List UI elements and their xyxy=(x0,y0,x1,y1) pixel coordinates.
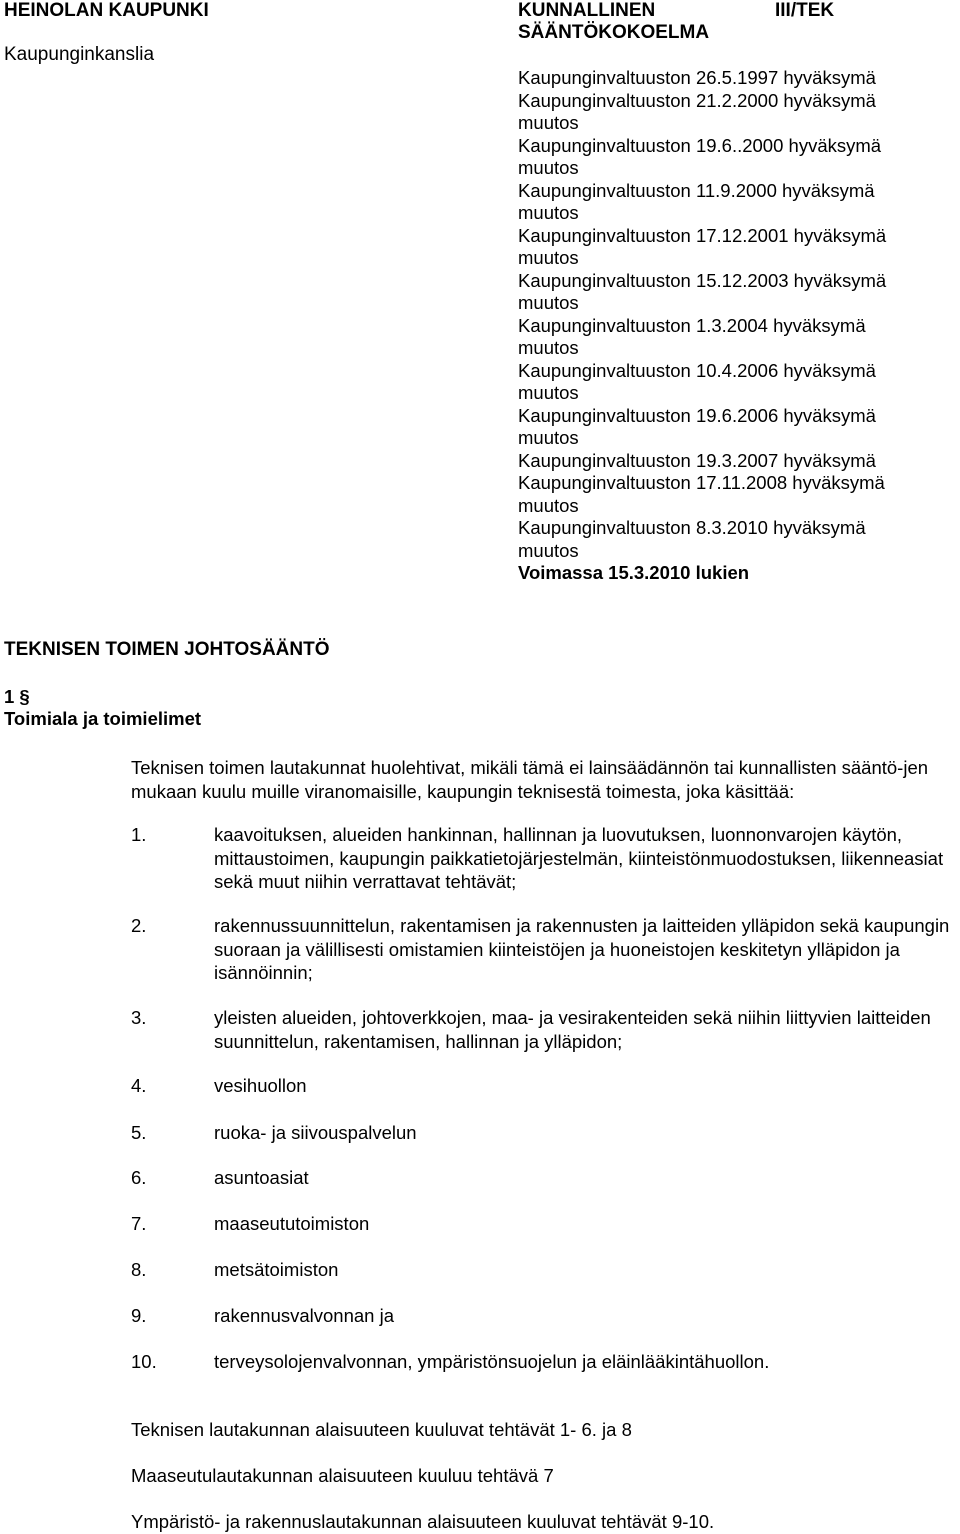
item-text: rakennussuunnittelun, rakentamisen ja rakennusten ja laitteiden ylläpidon sekä kaupungin suoraan ja välillisesti omistamien kiinteistöjen ja huoneistojen keskitetyn ylläpidon ja isännöinnin; xyxy=(214,915,950,983)
history-line: Kaupunginvaltuuston 21.2.2000 hyväksymä xyxy=(518,89,876,111)
note-rural-board: Maaseutulautakunnan alaisuuteen kuuluu tehtävä 7 xyxy=(131,1465,554,1486)
history-line: Kaupunginvaltuuston 19.6.2006 hyväksymä xyxy=(518,404,876,426)
history-line: Kaupunginvaltuuston 17.11.2008 hyväksymä xyxy=(518,472,885,493)
section-intro: Teknisen toimen lautakunnat huolehtivat, mikäli tämä ei lainsäädännön tai kunnallisten sääntö-jen mukaan kuulu muille viranomaisille, kaupungin teknisestä toimesta, joka käsittää: xyxy=(131,757,929,802)
history-line: muutos xyxy=(518,337,579,358)
item-number: 3. xyxy=(131,1007,147,1028)
item-number: 2. xyxy=(131,915,147,936)
section-title: Toimiala ja toimielimet xyxy=(4,708,202,729)
item-number: 9. xyxy=(131,1305,147,1326)
history-line: muutos xyxy=(518,112,579,133)
history-line: muutos xyxy=(518,157,579,178)
item-number: 10. xyxy=(131,1351,157,1372)
history-line: Kaupunginvaltuuston 8.3.2010 hyväksymä xyxy=(518,517,866,538)
history-line: muutos xyxy=(518,494,579,516)
history-line: muutos xyxy=(518,382,579,403)
history-line: muutos xyxy=(518,202,579,223)
collection-title-line2: SÄÄNTÖKOKOELMA xyxy=(518,22,710,43)
item-number: 6. xyxy=(131,1167,147,1188)
document-title: TEKNISEN TOIMEN JOHTOSÄÄNTÖ xyxy=(4,639,330,660)
history-line: Kaupunginvaltuuston 11.9.2000 hyväksymä xyxy=(518,179,875,201)
history-line: muutos xyxy=(518,292,579,313)
history-line: muutos xyxy=(518,539,579,561)
section-number: 1 § xyxy=(4,686,30,707)
item-number: 8. xyxy=(131,1259,147,1280)
note-technical-board: Teknisen lautakunnan alaisuuteen kuuluvat tehtävät 1- 6. ja 8 xyxy=(131,1419,632,1440)
history-line: muutos xyxy=(518,427,579,448)
item-text: terveysolojenvalvonnan, ympäristönsuojelun ja eläinlääkintähuollon. xyxy=(214,1351,770,1372)
approval-history xyxy=(518,67,886,585)
item-text: rakennusvalvonnan ja xyxy=(214,1305,394,1326)
org-name: HEINOLAN KAUPUNKI xyxy=(4,0,209,21)
item-text: ruoka- ja siivouspalvelun xyxy=(214,1122,417,1143)
item-number: 1. xyxy=(131,824,147,845)
history-line: Kaupunginvaltuuston 19.3.2007 hyväksymä xyxy=(518,449,876,471)
history-line: Kaupunginvaltuuston 19.6..2000 hyväksymä xyxy=(518,134,882,156)
history-line: Kaupunginvaltuuston 15.12.2003 hyväksymä xyxy=(518,269,887,291)
item-text: maaseututoimiston xyxy=(214,1213,370,1234)
history-line: Kaupunginvaltuuston 26.5.1997 hyväksymä xyxy=(518,67,876,88)
item-text: metsätoimiston xyxy=(214,1259,339,1280)
item-text: yleisten alueiden, johtoverkkojen, maa- ja vesirakenteiden sekä niihin liittyvien laitteiden suunnittelun, rakentamisen, hallinnan ja ylläpidon; xyxy=(214,1007,931,1052)
history-line: muutos xyxy=(518,247,579,268)
item-number: 7. xyxy=(131,1213,147,1234)
history-line: Kaupunginvaltuuston 1.3.2004 hyväksymä xyxy=(518,314,866,336)
item-text: kaavoituksen, alueiden hankinnan, hallinnan ja luovutuksen, luonnonvarojen käytön, mittaustoimen, kaupungin paikkatietojärjestelmän, kiinteistönmuodostuksen, liikenneasiat sekä muut niihin verrattavat tehtävät; xyxy=(214,824,944,892)
item-text: asuntoasiat xyxy=(214,1167,309,1188)
in-force-date: Voimassa 15.3.2010 lukien xyxy=(518,562,750,583)
item-text: vesihuollon xyxy=(214,1075,307,1096)
department-name: Kaupunginkanslia xyxy=(4,44,155,65)
collection-title-line1: KUNNALLINEN xyxy=(518,0,656,21)
item-number: 5. xyxy=(131,1122,147,1143)
history-line: Kaupunginvaltuuston 10.4.2006 hyväksymä xyxy=(518,359,876,381)
item-number: 4. xyxy=(131,1075,147,1096)
note-environment-board: Ympäristö- ja rakennuslautakunnan alaisuuteen kuuluvat tehtävät 9-10. xyxy=(131,1511,715,1532)
history-line: Kaupunginvaltuuston 17.12.2001 hyväksymä xyxy=(518,224,887,246)
document-code: III/TEK xyxy=(775,0,835,21)
